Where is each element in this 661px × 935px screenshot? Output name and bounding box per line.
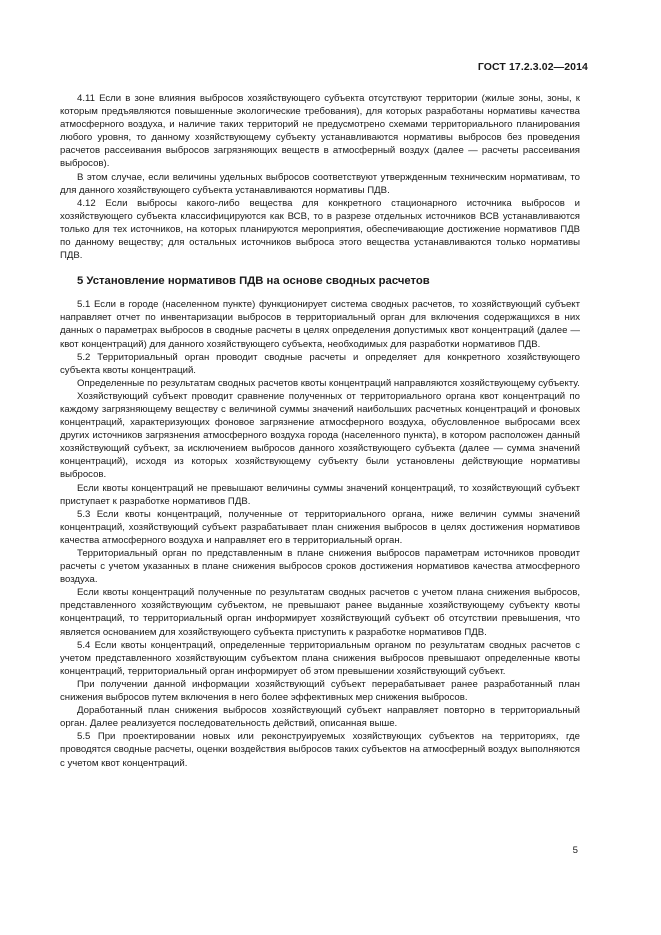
paragraph: Территориальный орган по представленным в плане снижения выбросов параметрам источников проводит расчеты с учетом указанных в плане снижения выбросов сроков достижения нормативов качества атмосферного воздуха. [60, 548, 580, 586]
paragraph: Хозяйствующий субъект проводит сравнение полученных от территориального органа квот концентраций по каждому загрязняющему веществу с величиной суммы значений наибольших расчетных концентраций и фоновых концентраций, характеризующих фоновое загрязнение атмосферного воздуха, обусловленное выбросами всех других источников загрязнения атмосферного воздуха города (населенного пункта), в котором расположен данный хозяйствующий субъект, за исключением выбросов данного хозяйствующего субъекта (далее — сумма значений концентраций), исходя из которых хозяйствующему субъекту были установлены действующие нормативы выбросов. [60, 390, 580, 481]
paragraph: Если квоты концентраций не превышают величины суммы значений концентраций, то хозяйствующий субъект приступает к разработке нормативов ПДВ. [60, 482, 580, 507]
paragraph: 5.5 При проектировании новых или реконструируемых хозяйствующих субъектов на территориях, где проводятся сводные расчеты, оценки воздействия выбросов таких субъектов на атмосферный воздух выполняются с учетом квот концентраций. [60, 731, 580, 769]
paragraph: 5.2 Территориальный орган проводит сводные расчеты и определяет для конкретного хозяйствующего субъекта квоты концентраций. [60, 351, 580, 376]
paragraph: 5.3 Если квоты концентраций, полученные от территориального органа, ниже величин суммы значений концентраций, хозяйствующий субъект разрабатывает план снижения выбросов в целях достижения нормативов качества атмосферного воздуха и направляет его в территориальный орган. [60, 508, 580, 546]
document-code-header: ГОСТ 17.2.3.02—2014 [477, 61, 588, 73]
section-heading: 5 Установление нормативов ПДВ на основе сводных расчетов [77, 275, 430, 288]
paragraph: 5.4 Если квоты концентраций, определенные территориальным органом по результатам сводных расчетов с учетом представленного хозяйствующим субъектом плана снижения выбросов превышают определенные квоты концентраций, территориальный орган информирует об этом превышении хозяйствующий субъект. [60, 639, 580, 677]
paragraph: 5.1 Если в городе (населенном пункте) функционирует система сводных расчетов, то хозяйствующий субъект направляет отчет по инвентаризации выбросов в территориальный орган для включения содержащихся в них данных о параметрах выбросов в сводные расчеты в целях определения допустимых квот концентраций (далее — квот концентраций) для данного хозяйствующего субъекта, необходимых для разработки нормативов ПДВ. [60, 299, 580, 350]
paragraph: В этом случае, если величины удельных выбросов соответствуют утвержденным техническим нормативам, то для данного хозяйствующего субъекта устанавливаются нормативы ПДВ. [60, 171, 580, 196]
paragraph: Если квоты концентраций полученные по результатам сводных расчетов с учетом плана снижения выбросов, представленного хозяйствующим субъектом, не превышают ранее выданные хозяйствующему субъекту квоты концентраций, то территориальный орган информирует хозяйствующий субъект об отсутствии превышения, что является основанием для хозяйствующего субъекта приступить к разработке нормативов ПДВ. [60, 587, 580, 638]
paragraph: Определенные по результатам сводных расчетов квоты концентраций направляются хозяйствующему субъекту. [77, 377, 580, 389]
paragraph: 4.12 Если выбросы какого-либо вещества для конкретного стационарного источника выбросов и хозяйствующего субъекта классифицируются как ВСВ, то в разрезе отдельных источников ВСВ устанавливаются только для тех источников, на которых планируются мероприятия, обеспечивающие достижение нормативов ПДВ по данному веществу; для остальных источников выброса этого вещества устанавливаются только нормативы ПДВ. [60, 197, 580, 262]
document-body [60, 92, 580, 770]
page-number: 5 [572, 845, 578, 856]
paragraph: При получении данной информации хозяйствующий субъект перерабатывает ранее разработанный план снижения выбросов путем включения в него более эффективных мер снижения выбросов. [60, 678, 580, 704]
paragraph: 4.11 Если в зоне влияния выбросов хозяйствующего субъекта отсутствуют территории (жилые зоны, зоны, к которым предъявляются повышенные экологические требования), для которых разработаны нормативы качества атмосферного воздуха, и наличие таких территорий не предусмотрено схемами территориального планирования любого уровня, то данному хозяйствующему субъекту устанавливаются нормативы выбросов без проведения расчетов рассеивания выбросов загрязняющих веществ в атмосферный воздух (далее — расчеты рассеивания выбросов). [60, 93, 580, 170]
paragraph: Доработанный план снижения выбросов хозяйствующий субъект направляет повторно в территориальный орган. Далее реализуется последовательность действий, описанная выше. [60, 705, 580, 730]
